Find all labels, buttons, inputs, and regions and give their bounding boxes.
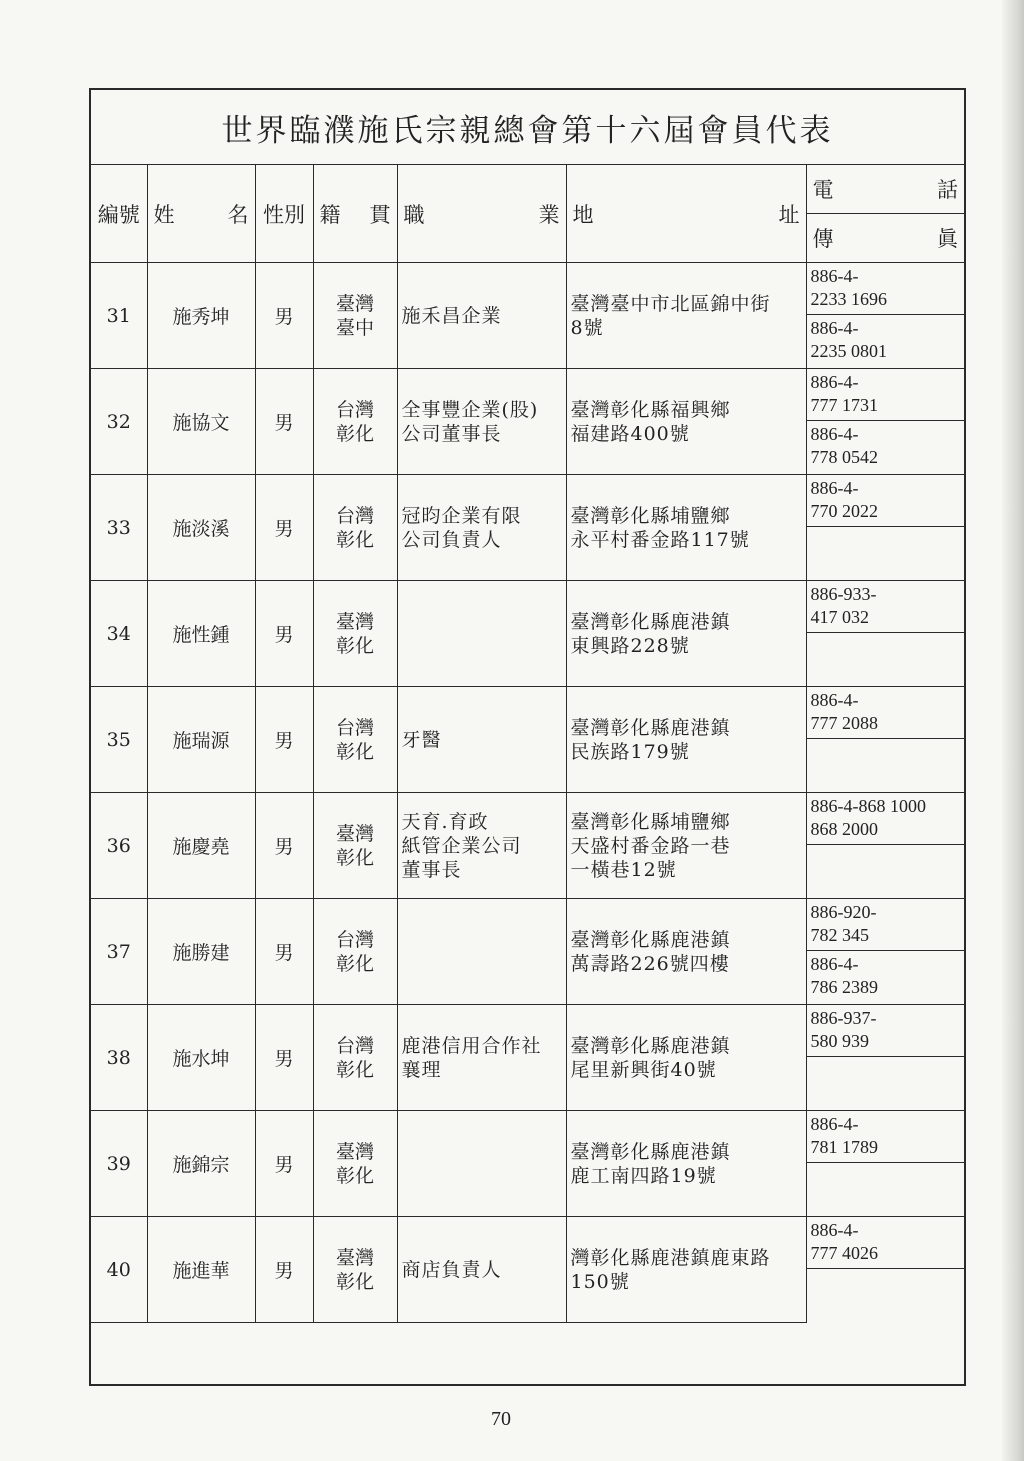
member-fax xyxy=(806,421,964,475)
member-row xyxy=(91,1111,964,1163)
member-row xyxy=(91,1217,964,1269)
member-origin xyxy=(313,263,397,369)
member-origin-line: 彰化 xyxy=(335,740,374,763)
member-gender: 男 xyxy=(255,581,313,687)
member-fax-line: 778 0542 xyxy=(810,447,878,467)
member-occupation xyxy=(397,263,566,369)
member-address xyxy=(566,581,806,687)
member-fax xyxy=(806,315,964,369)
member-number: 38 xyxy=(91,1005,147,1111)
member-number: 40 xyxy=(91,1217,147,1323)
member-table xyxy=(91,165,964,1323)
member-address-line: 臺灣彰化縣福興鄉 xyxy=(570,398,731,421)
member-address-line: 民族路179號 xyxy=(570,740,690,763)
member-phone-line: 886-920- xyxy=(810,902,877,922)
member-occupation-line: 施禾昌企業 xyxy=(401,304,502,327)
member-number: 35 xyxy=(91,687,147,793)
member-address-line: 一橫巷12號 xyxy=(570,858,677,881)
member-name: 施淡溪 xyxy=(147,475,255,581)
member-phone xyxy=(806,1217,964,1269)
member-origin xyxy=(313,1111,397,1217)
member-gender: 男 xyxy=(255,899,313,1005)
member-phone xyxy=(806,263,964,315)
member-occupation-line: 董事長 xyxy=(401,858,462,881)
member-occupation-line: 公司董事長 xyxy=(401,422,502,445)
member-occupation xyxy=(397,369,566,475)
member-address-line: 臺灣彰化縣鹿港鎮 xyxy=(570,610,731,633)
member-phone xyxy=(806,793,964,845)
member-occupation xyxy=(397,899,566,1005)
header-phone: 電 話 xyxy=(806,165,964,214)
member-occupation-line: 冠昀企業有限 xyxy=(401,504,522,527)
member-occupation-line: 公司負責人 xyxy=(401,528,502,551)
member-occupation xyxy=(397,793,566,899)
member-occupation-line: 商店負責人 xyxy=(401,1258,502,1281)
member-address-line: 灣彰化縣鹿港鎮鹿東路 xyxy=(570,1246,771,1269)
header-no: 編號 xyxy=(91,165,147,263)
member-address xyxy=(566,369,806,475)
member-phone-line: 886-4-868 1000 xyxy=(810,796,926,816)
member-phone xyxy=(806,899,964,951)
header-gender: 性別 xyxy=(255,165,313,263)
member-address xyxy=(566,1217,806,1323)
member-name: 施水坤 xyxy=(147,1005,255,1111)
member-address xyxy=(566,1005,806,1111)
member-origin-line: 臺灣 xyxy=(335,292,374,315)
member-fax xyxy=(806,527,964,581)
member-phone xyxy=(806,369,964,421)
member-phone-line: 777 4026 xyxy=(810,1243,878,1263)
member-address-line: 東興路228號 xyxy=(570,634,690,657)
member-fax xyxy=(806,1269,964,1323)
header-job: 職 業 xyxy=(397,165,566,263)
member-gender: 男 xyxy=(255,263,313,369)
member-phone-line: 781 1789 xyxy=(810,1137,878,1157)
member-row xyxy=(91,1005,964,1057)
member-row xyxy=(91,369,964,421)
member-address-line: 福建路400號 xyxy=(570,422,690,445)
member-phone-line: 417 032 xyxy=(810,607,869,627)
header-address: 地 址 xyxy=(566,165,806,263)
member-gender: 男 xyxy=(255,1111,313,1217)
member-row xyxy=(91,899,964,951)
member-address-line: 鹿工南四路19號 xyxy=(570,1164,717,1187)
member-name: 施秀坤 xyxy=(147,263,255,369)
member-address-line: 天盛村番金路一巷 xyxy=(570,834,731,857)
member-origin-line: 彰化 xyxy=(335,846,374,869)
member-origin-line: 臺灣 xyxy=(335,822,374,845)
member-fax xyxy=(806,1163,964,1217)
member-origin xyxy=(313,1217,397,1323)
member-origin xyxy=(313,581,397,687)
member-gender: 男 xyxy=(255,793,313,899)
member-occupation xyxy=(397,581,566,687)
member-phone xyxy=(806,581,964,633)
member-occupation-line: 襄理 xyxy=(401,1058,442,1081)
member-gender: 男 xyxy=(255,369,313,475)
member-phone-line: 886-4- xyxy=(810,478,859,498)
member-origin xyxy=(313,687,397,793)
member-address-line: 臺灣彰化縣鹿港鎮 xyxy=(570,1034,731,1057)
member-origin-line: 台灣 xyxy=(335,504,374,527)
member-origin-line: 臺灣 xyxy=(335,1246,374,1269)
member-number: 32 xyxy=(91,369,147,475)
member-phone-line: 886-4- xyxy=(810,372,859,392)
member-fax-line: 886-4- xyxy=(810,424,859,444)
member-fax xyxy=(806,633,964,687)
member-phone-line: 2233 1696 xyxy=(810,289,887,309)
member-origin xyxy=(313,793,397,899)
member-address-line: 臺灣臺中市北區錦中街 xyxy=(570,292,771,315)
member-fax-line: 2235 0801 xyxy=(810,341,887,361)
member-fax-line: 786 2389 xyxy=(810,977,878,997)
member-phone xyxy=(806,1005,964,1057)
member-address xyxy=(566,263,806,369)
member-number: 33 xyxy=(91,475,147,581)
member-phone-line: 886-4- xyxy=(810,690,859,710)
member-number: 36 xyxy=(91,793,147,899)
member-address-line: 尾里新興街40號 xyxy=(570,1058,717,1081)
member-number: 31 xyxy=(91,263,147,369)
member-occupation xyxy=(397,1005,566,1111)
book-spine-shadow xyxy=(1002,0,1024,1461)
member-origin-line: 彰化 xyxy=(335,1270,374,1293)
member-phone-line: 886-933- xyxy=(810,584,877,604)
member-origin-line: 台灣 xyxy=(335,398,374,421)
member-phone xyxy=(806,687,964,739)
member-address-line: 8號 xyxy=(570,316,604,339)
member-gender: 男 xyxy=(255,1217,313,1323)
member-occupation-line: 牙醫 xyxy=(401,728,442,751)
member-occupation xyxy=(397,1111,566,1217)
member-occupation xyxy=(397,475,566,581)
member-address xyxy=(566,1111,806,1217)
member-name: 施瑞源 xyxy=(147,687,255,793)
member-row xyxy=(91,263,964,315)
member-origin-line: 台灣 xyxy=(335,1034,374,1057)
member-number: 39 xyxy=(91,1111,147,1217)
member-phone-line: 886-4- xyxy=(810,1220,859,1240)
member-address-line: 永平村番金路117號 xyxy=(570,528,750,551)
member-phone-line: 886-4- xyxy=(810,266,859,286)
member-address xyxy=(566,793,806,899)
member-address-line: 臺灣彰化縣埔鹽鄉 xyxy=(570,504,731,527)
member-number: 34 xyxy=(91,581,147,687)
member-phone xyxy=(806,1111,964,1163)
member-phone-line: 580 939 xyxy=(810,1031,869,1051)
member-fax xyxy=(806,845,964,899)
member-name: 施協文 xyxy=(147,369,255,475)
member-fax-line: 886-4- xyxy=(810,318,859,338)
member-origin-line: 彰化 xyxy=(335,634,374,657)
member-fax xyxy=(806,951,964,1005)
member-row xyxy=(91,793,964,845)
member-occupation-line: 全事豐企業(股) xyxy=(401,398,539,421)
member-row xyxy=(91,581,964,633)
member-origin xyxy=(313,369,397,475)
member-name: 施性鍾 xyxy=(147,581,255,687)
member-origin-line: 臺中 xyxy=(335,316,374,339)
member-table-frame xyxy=(89,88,966,1386)
member-address-line: 萬壽路226號四樓 xyxy=(570,952,730,975)
member-origin-line: 彰化 xyxy=(335,422,374,445)
member-phone-line: 886-937- xyxy=(810,1008,877,1028)
member-occupation-line: 鹿港信用合作社 xyxy=(401,1034,542,1057)
member-number: 37 xyxy=(91,899,147,1005)
member-origin-line: 彰化 xyxy=(335,1164,374,1187)
member-origin-line: 台灣 xyxy=(335,928,374,951)
member-fax xyxy=(806,1057,964,1111)
member-origin-line: 彰化 xyxy=(335,1058,374,1081)
member-phone-line: 868 2000 xyxy=(810,819,878,839)
member-name: 施慶堯 xyxy=(147,793,255,899)
member-address-line: 臺灣彰化縣鹿港鎮 xyxy=(570,716,731,739)
member-name: 施進華 xyxy=(147,1217,255,1323)
member-phone xyxy=(806,475,964,527)
member-name: 施錦宗 xyxy=(147,1111,255,1217)
member-gender: 男 xyxy=(255,687,313,793)
member-gender: 男 xyxy=(255,1005,313,1111)
member-origin-line: 彰化 xyxy=(335,952,374,975)
member-origin-line: 彰化 xyxy=(335,528,374,551)
member-phone-line: 886-4- xyxy=(810,1114,859,1134)
header-name: 姓 名 xyxy=(147,165,255,263)
member-phone-line: 777 2088 xyxy=(810,713,878,733)
page-title: 世界臨濮施氏宗親總會第十六屆會員代表 xyxy=(221,112,834,149)
member-occupation-line: 紙管企業公司 xyxy=(401,834,522,857)
member-origin-line: 臺灣 xyxy=(335,610,374,633)
member-address xyxy=(566,475,806,581)
member-address-line: 臺灣彰化縣鹿港鎮 xyxy=(570,928,731,951)
member-phone-line: 782 345 xyxy=(810,925,869,945)
member-origin-line: 臺灣 xyxy=(335,1140,374,1163)
member-origin-line: 台灣 xyxy=(335,716,374,739)
title-box xyxy=(91,90,964,165)
member-row xyxy=(91,475,964,527)
member-address xyxy=(566,899,806,1005)
header-origin: 籍 貫 xyxy=(313,165,397,263)
member-occupation-line: 天育.育政 xyxy=(401,810,489,833)
member-row xyxy=(91,687,964,739)
member-name: 施勝建 xyxy=(147,899,255,1005)
member-phone-line: 777 1731 xyxy=(810,395,878,415)
member-gender: 男 xyxy=(255,475,313,581)
member-origin xyxy=(313,1005,397,1111)
member-occupation xyxy=(397,1217,566,1323)
member-fax-line: 886-4- xyxy=(810,954,859,974)
member-address-line: 150號 xyxy=(570,1270,630,1293)
member-address-line: 臺灣彰化縣埔鹽鄉 xyxy=(570,810,731,833)
member-origin xyxy=(313,475,397,581)
page-number: 70 xyxy=(491,1408,511,1430)
member-phone-line: 770 2022 xyxy=(810,501,878,521)
member-address-line: 臺灣彰化縣鹿港鎮 xyxy=(570,1140,731,1163)
header-fax: 傳 眞 xyxy=(806,214,964,263)
member-fax xyxy=(806,739,964,793)
header-row xyxy=(91,165,964,214)
member-origin xyxy=(313,899,397,1005)
member-occupation xyxy=(397,687,566,793)
member-address xyxy=(566,687,806,793)
